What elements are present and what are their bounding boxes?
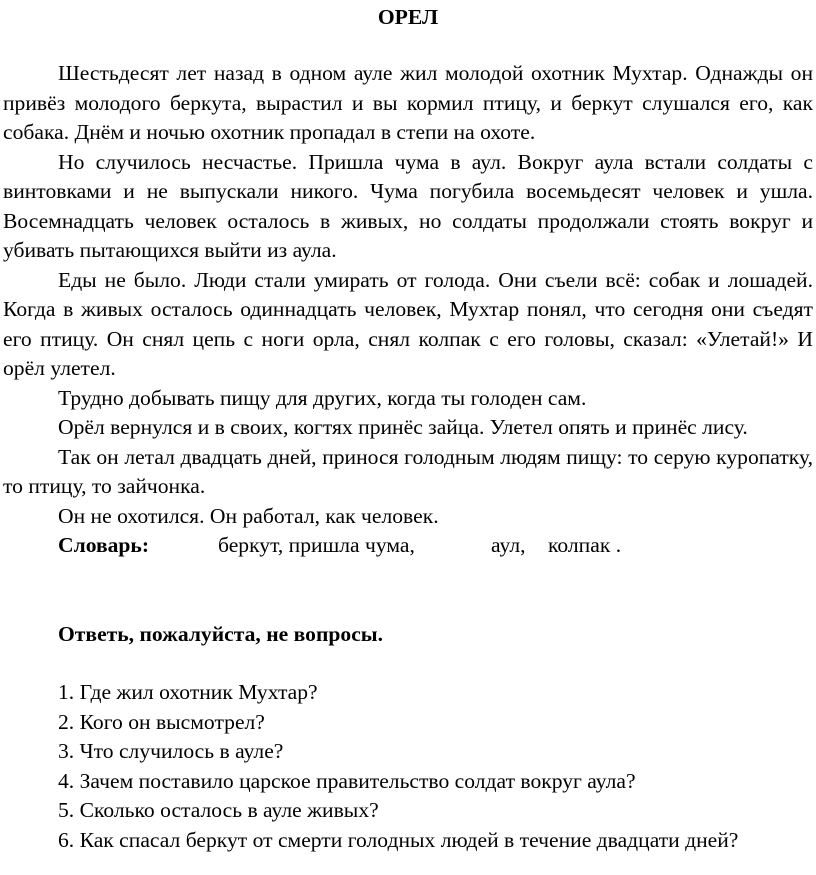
question-item: 3. Что случилось в ауле? <box>58 739 284 763</box>
story-paragraph-2: Но случилось несчастье. Пришла чума в аул. Вокруг аула встали солдаты с винтовками и не выпускали никого. Чума погубила восемьдесят человек и ушла. Восемнадцать человек осталось в живых, но солдаты продолжали стоять вокруг и убивать пытающихся выйти из аула. <box>3 149 813 262</box>
questions-list <box>3 678 813 855</box>
story-paragraph-6: Так он летал двадцать дней, принося голодным людям пищу: то серую куропатку, то птицу, то зайчонка. <box>3 444 813 498</box>
story-text <box>3 59 813 531</box>
questions-instruction: Ответь, пожалуйста, не вопросы. <box>58 621 384 646</box>
story-paragraph-7: Он не охотился. Он работал, как человек. <box>58 503 439 528</box>
story-paragraph-1: Шестьдесят лет назад в одном ауле жил молодой охотник Мухтар. Однажды он привёз молодого беркута, вырастил и вы кормил птицу, и беркут слушался его, как собака. Днём и ночью охотник пропадал в степи на охоте. <box>3 61 813 144</box>
vocabulary-word: беркут, пришла чума, <box>218 533 415 557</box>
vocabulary-word: колпак . <box>548 533 622 557</box>
vocabulary-word: аул, <box>491 533 526 557</box>
question-item: 4. Зачем поставило царское правительство солдат вокруг аула? <box>58 768 636 793</box>
story-paragraph-4: Трудно добывать пищу для других, когда ты голоден сам. <box>58 385 587 410</box>
story-paragraph-3: Еды не было. Люди стали умирать от голода. Они съели всё: собак и лошадей. Когда в живых осталось одиннадцать человек, Мухтар понял, что сегодня они съедят его птицу. Он снял цепь с ноги орла, снял колпак с его головы, сказал: «Улетай!» И орёл улетел. <box>3 267 813 380</box>
document-title: ОРЕЛ <box>377 5 439 29</box>
question-item: 5. Сколько осталось в ауле живых? <box>58 798 379 822</box>
question-item: 6. Как спасал беркут от смерти голодных людей в течение двадцати дней? <box>58 827 739 852</box>
question-item: 1. Где жил охотник Мухтар? <box>58 680 318 704</box>
story-paragraph-5: Орёл вернулся и в своих, когтях принёс зайца. Улетел опять и принёс лису. <box>58 415 748 439</box>
vocabulary-line <box>3 531 813 561</box>
vocabulary-label: Словарь: <box>58 533 150 557</box>
question-item: 2. Кого он высмотрел? <box>58 709 265 734</box>
